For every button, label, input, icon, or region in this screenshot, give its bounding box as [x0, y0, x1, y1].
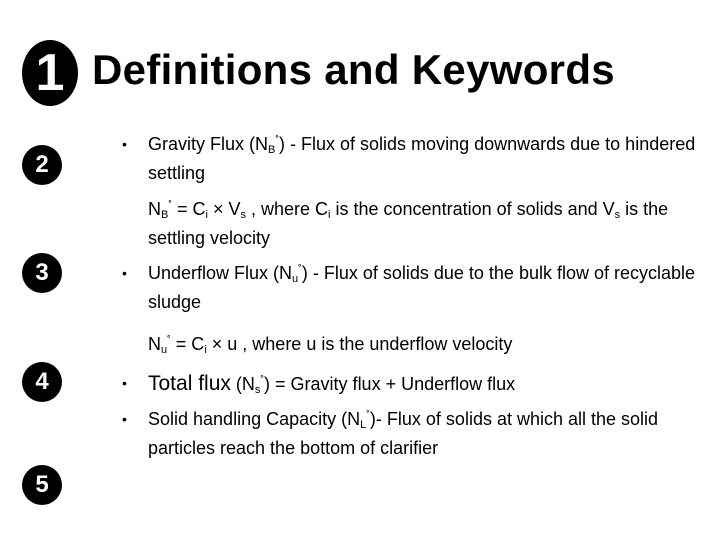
bullet-text: Total flux $(N_s^˚)$ = Gravity flux + Underflow flux: [148, 372, 516, 396]
bullet-solid-handling-capacity: [122, 405, 702, 463]
slide-number-badge-3: [22, 253, 62, 293]
bullet-dot-icon: •: [122, 411, 127, 427]
bullet-total-flux: [122, 369, 702, 399]
slide-number-3: 3: [35, 259, 49, 286]
slide-number-badge-1: [22, 40, 78, 106]
slide-title: Definitions and Keywords: [92, 46, 615, 93]
bullet-dot-icon: •: [122, 265, 127, 281]
formula-underflow-flux: $N_u^˚ = C_i \times u$ , where u is the underflow velocity: [148, 334, 513, 356]
slide-number-5: 5: [35, 471, 49, 498]
slide-number-2: 2: [35, 151, 49, 178]
slide-number-4: 4: [35, 368, 49, 395]
bullet-text: Underflow Flux $(N_u^˚)$ - Flux of solids due to the bulk flow of recyclable sludge: [148, 263, 696, 312]
bullet-text: Solid handling Capacity $(N_L^˚)-$ Flux of solids at which all the solid particles reach the bottom of clarifier: [148, 409, 659, 458]
slide-number-badge-2: [22, 145, 62, 185]
slide-number-badge-4: [22, 362, 62, 402]
bullet-dot-icon: •: [122, 375, 127, 391]
formula-gravity-flux: $N_B^˚ = C_i \times V_s$ , where $C_i$ is the concentration of solids and $V_s$ is the settling velocity: [148, 199, 669, 248]
bullet-underflow-flux: [122, 259, 702, 317]
bullet-text: Gravity Flux $(N_B^˚)$ - Flux of solids moving downwards due to hindered settling: [148, 134, 696, 183]
bullet-gravity-flux: [122, 130, 702, 188]
bullet-dot-icon: •: [122, 136, 127, 152]
slide-number-1: 1: [35, 44, 65, 102]
slide-number-badge-5: [22, 465, 62, 505]
